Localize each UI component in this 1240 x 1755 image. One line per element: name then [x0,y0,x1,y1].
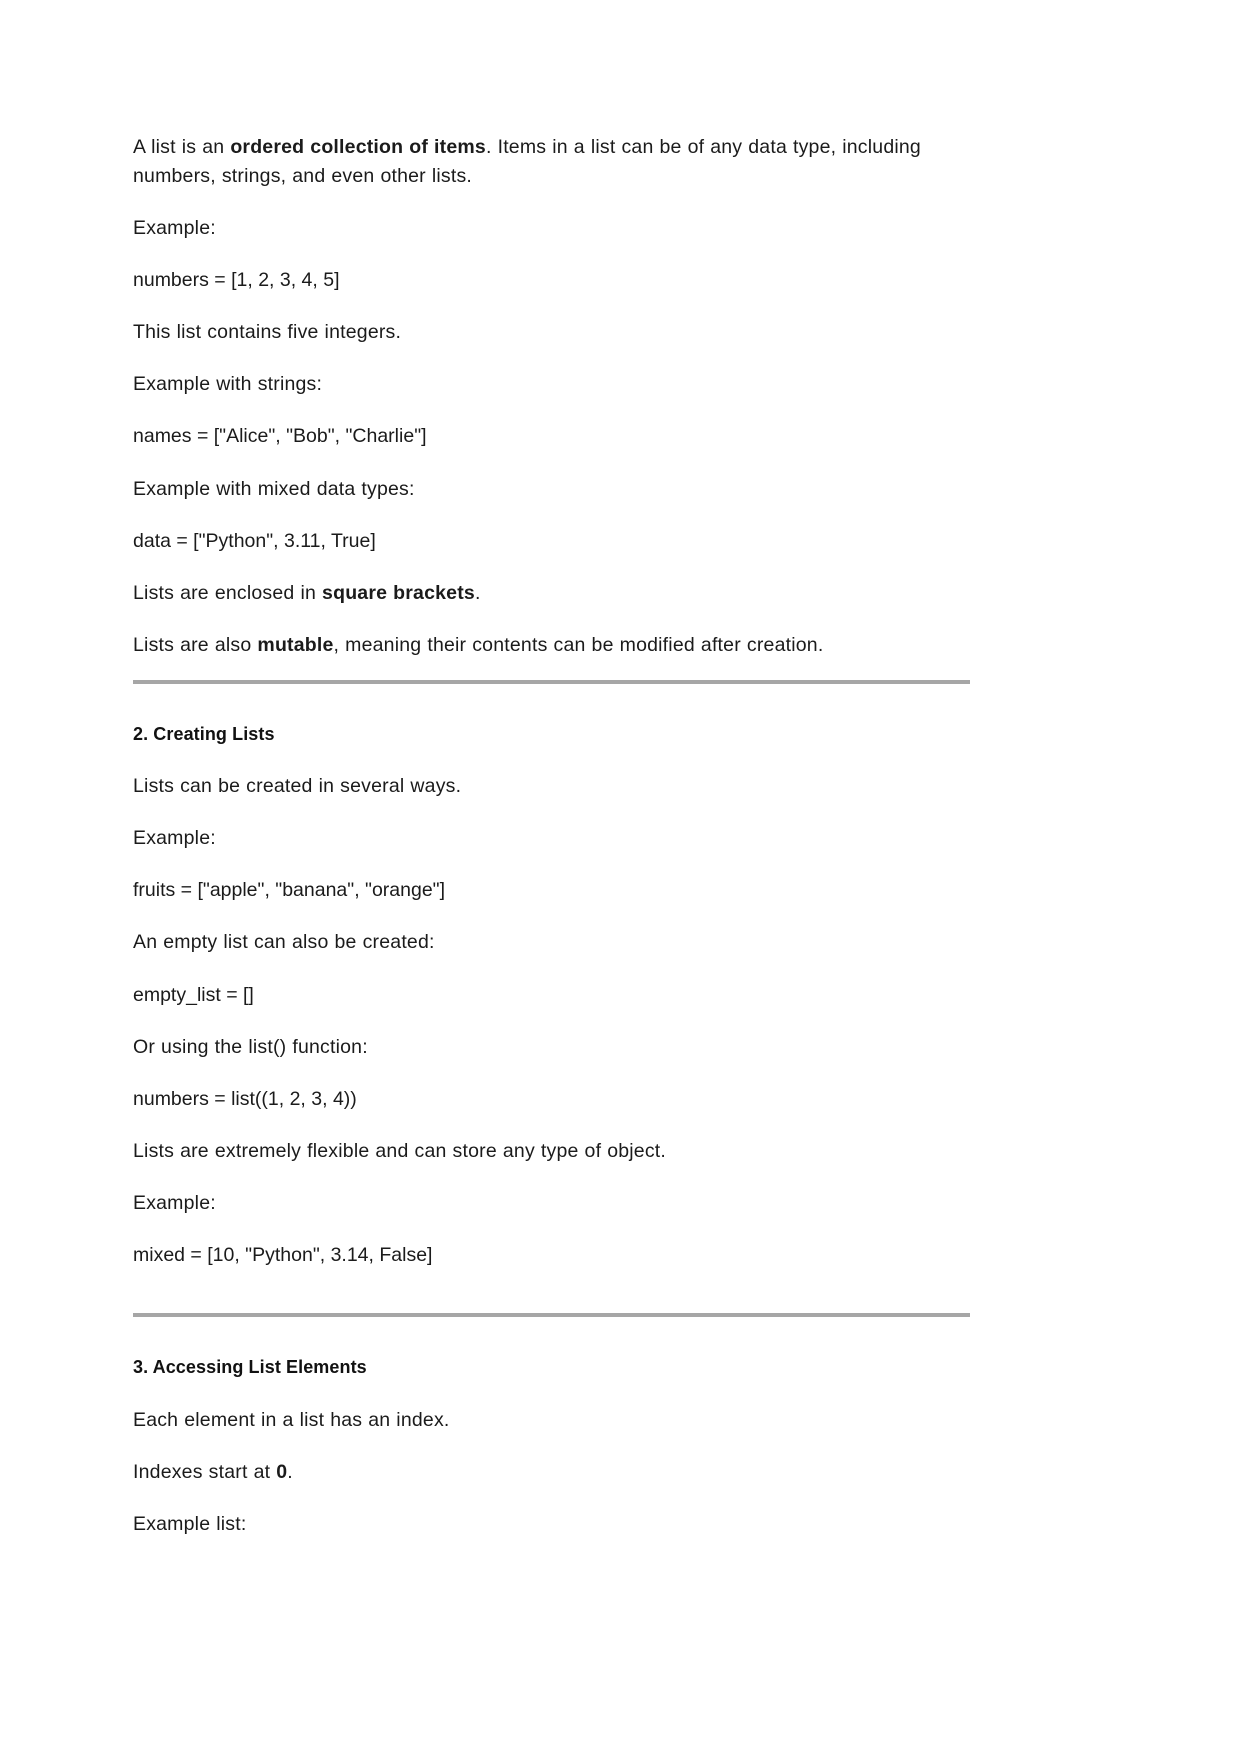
paragraph-list-definition [133,133,970,190]
code-names-literal: names = ["Alice", "Bob", "Charlie"] [133,425,427,448]
label-example-list: Example list: [133,1512,247,1535]
emphasis-ordered-collection-of-items: ordered collection of items [230,136,486,158]
text-run: Indexes start at [133,1460,277,1483]
paragraph-list-function-intro: Or using the list() function: [133,1035,368,1058]
text-run: Lists are also [133,634,258,657]
document-content [133,133,970,1539]
heading-creating-lists: 2. Creating Lists [133,723,275,744]
section-divider-1 [133,680,970,684]
emphasis-mutable: mutable [257,634,334,657]
text-run: . Items in a list can be of any data type, including numbers, strings, and even other lists. [133,136,921,187]
paragraph-each-element-index: Each element in a list has an index. [133,1408,450,1431]
section-creating-lists [133,722,970,1270]
paragraph-five-integers: This list contains five integers. [133,321,402,344]
text-run: A list is an [133,136,231,158]
label-example-3: Example: [133,1192,216,1215]
paragraph-lists-flexible: Lists are extremely flexible and can store any type of object. [133,1140,667,1162]
label-example-mixed-types: Example with mixed data types: [133,477,415,500]
code-data-literal: data = ["Python", 3.11, True] [133,529,376,552]
section-divider-2 [133,1313,970,1317]
label-example-1: Example: [133,216,216,239]
code-fruits-literal: fruits = ["apple", "banana", "orange"] [133,879,446,902]
section-accessing-list-elements [133,1355,970,1538]
section-divider-wrapper-1 [133,660,970,722]
code-empty-list-literal: empty_list = [] [133,983,254,1006]
paragraph-created-several-ways: Lists can be created in several ways. [133,774,462,797]
text-run: . [287,1460,293,1483]
text-run: Lists are enclosed in [133,581,323,604]
paragraph-square-brackets [133,579,970,608]
emphasis-zero: 0 [276,1460,288,1483]
label-example-with-strings: Example with strings: [133,373,323,396]
code-mixed-literal: mixed = [10, "Python", 3.14, False] [133,1244,433,1267]
text-run: . [474,581,481,604]
heading-accessing-list-elements: 3. Accessing List Elements [133,1357,367,1378]
section-intro [133,133,970,660]
label-example-2: Example: [133,827,216,850]
code-list-function-literal: numbers = list((1, 2, 3, 4)) [133,1087,357,1110]
paragraph-indexes-start-at-zero [133,1458,970,1487]
code-numbers-literal: numbers = [1, 2, 3, 4, 5] [133,268,340,291]
emphasis-square-brackets: square brackets [322,581,475,604]
section-divider-wrapper-2 [133,1293,970,1355]
text-run: , meaning their contents can be modified after creation. [333,634,824,657]
paragraph-mutable [133,631,970,660]
paragraph-empty-list-intro: An empty list can also be created: [133,931,435,954]
